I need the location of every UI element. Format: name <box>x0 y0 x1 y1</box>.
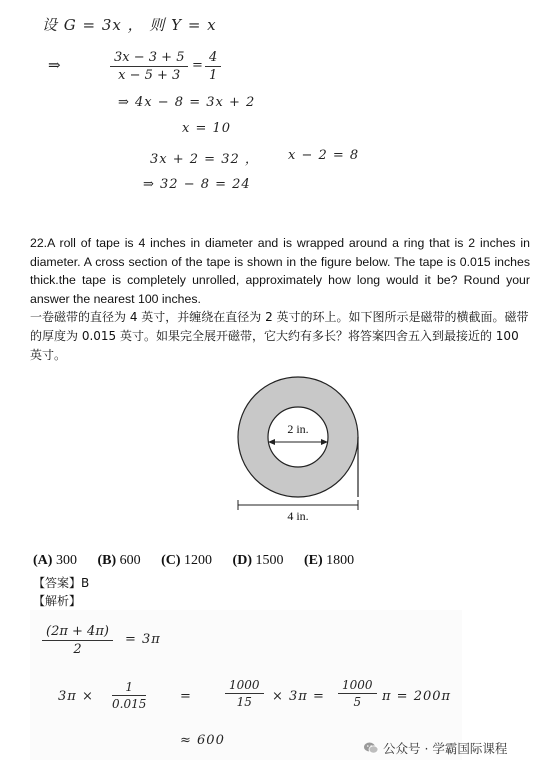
fraction-denominator: 2 <box>73 642 82 657</box>
answer-choices <box>33 553 371 569</box>
problem-english: 22.A roll of tape is 4 inches in diameter and is wrapped around a ring that is 2 inches in diameter. A cross section of the tape is shown in the figure below. The tape is 0.015 inches thick.the tape is completely unrolled, approximately how long would it be? Round your answer the nearest 100 inches. <box>30 236 530 306</box>
choice-b: (B) 600 <box>97 553 141 568</box>
analysis-fraction-4 <box>338 678 377 709</box>
fraction-numerator: 1000 <box>338 678 377 694</box>
handwritten-line-6: ⇒ 32 − 8 = 24 <box>143 177 251 192</box>
choice-a: (A) 300 <box>33 553 77 568</box>
analysis-line-2-rhs: π = 200π <box>382 689 452 704</box>
inner-ring-circle <box>268 407 328 467</box>
handwritten-line-4: x = 10 <box>182 121 232 136</box>
analysis-line-3: ≈ 600 <box>180 733 225 748</box>
choice-e: (E) 1800 <box>303 553 355 568</box>
tape-cross-section-figure <box>225 375 375 525</box>
fraction-denominator: 0.015 <box>112 697 147 711</box>
fraction-numerator: 1000 <box>225 678 264 694</box>
handwritten-arrow-1: ⇒ <box>48 56 62 74</box>
problem-chinese: 一卷磁带的直径为 4 英寸，并缠绕在直径为 2 英寸的环上。如下图所示是磁带的横截面。磁带的厚度为 0.015 英寸。如果完全展开磁带，它大约有多长？将答案四舍五入到最接近的 100 英寸。 <box>30 310 529 362</box>
choice-d: (D) 1500 <box>232 553 284 568</box>
fraction-denominator: x − 5 + 3 <box>118 68 181 83</box>
analysis-label: 【解析】 <box>33 594 82 608</box>
fraction-numerator: 1 <box>112 680 146 696</box>
choice-c: (C) 1200 <box>161 553 213 568</box>
inner-diameter-label: 2 in. <box>287 422 309 436</box>
fraction-denominator: 1 <box>209 68 218 83</box>
analysis-fraction-1 <box>42 624 113 657</box>
handwritten-line-5a: 3x + 2 = 32 ， <box>150 152 259 167</box>
answer-value: B <box>81 576 90 590</box>
fraction-denominator: 5 <box>353 695 362 709</box>
analysis-equals-1: = <box>180 689 192 704</box>
fraction-numerator: 3x − 3 + 5 <box>110 50 188 67</box>
wechat-icon <box>363 740 379 756</box>
analysis-fraction-2 <box>112 680 146 711</box>
analysis-line-2-mid: × 3π = <box>272 689 325 704</box>
problem-statement <box>30 234 530 365</box>
analysis-line-1-rhs: = 3π <box>125 632 161 647</box>
fraction-numerator: (2π + 4π) <box>42 624 113 641</box>
answer-label: 【答案】 <box>33 576 82 590</box>
fraction-denominator: 15 <box>236 695 252 709</box>
answer-line <box>33 574 89 591</box>
watermark-text: 公众号 · 学霸国际课程 <box>383 741 508 756</box>
handwritten-fraction-left <box>110 50 188 83</box>
handwritten-line-3: ⇒ 4x − 8 = 3x + 2 <box>118 95 256 110</box>
handwritten-equals: = <box>192 58 204 73</box>
handwritten-line-1: 设 G = 3x ， 则 Y = x <box>42 16 217 34</box>
handwritten-line-5b: x − 2 = 8 <box>288 148 360 163</box>
watermark <box>363 739 507 757</box>
analysis-fraction-3 <box>225 678 264 709</box>
handwritten-fraction-right <box>205 50 221 83</box>
fraction-numerator: 4 <box>205 50 221 67</box>
outer-diameter-label: 4 in. <box>287 509 309 523</box>
analysis-line-2-lhs: 3π × <box>58 689 94 704</box>
